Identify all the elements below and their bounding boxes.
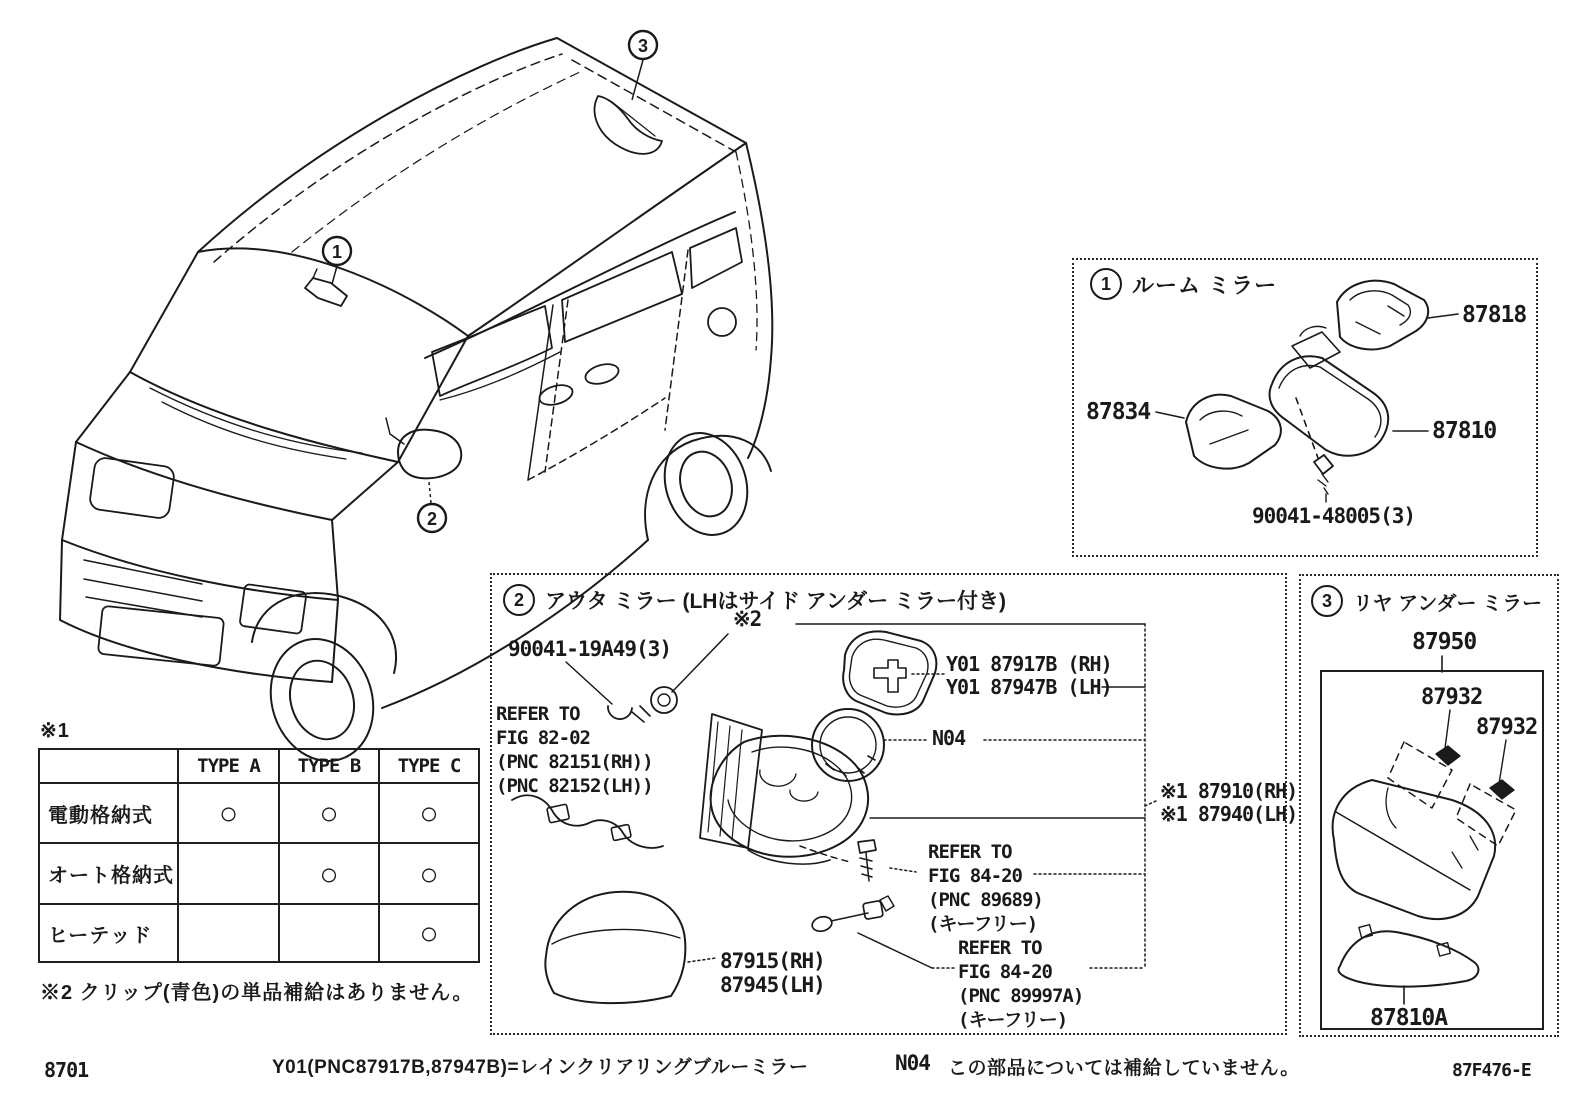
- refer-84a-line1: REFER TO: [928, 841, 1012, 863]
- note2-text: ※2 クリップ(青色)の単品補給はありません。: [40, 982, 474, 1004]
- part-label-87818: 87818: [1462, 302, 1527, 328]
- part-label-87945-lh: 87945(LH): [720, 973, 825, 997]
- table-mark: ○: [379, 904, 479, 962]
- refer-82-line3: (PNC 82151(RH)): [496, 751, 653, 773]
- part-label-87915-rh: 87915(RH): [720, 949, 825, 973]
- part-label-87810: 87810: [1432, 418, 1497, 444]
- part-label-n04: N04: [932, 726, 966, 750]
- refer-82-line4: (PNC 82152(LH)): [496, 775, 653, 797]
- section2-title-text: アウタ ミラー (LHはサイド アンダー ミラー付き): [545, 590, 1006, 613]
- table-mark: [279, 904, 379, 962]
- table-header-type-c: TYPE C: [379, 749, 479, 783]
- section1-title: [1090, 268, 1277, 300]
- part-label-glass-rh: Y01 87917B (RH): [946, 652, 1112, 676]
- table-mark: ○: [279, 843, 379, 904]
- table-mark: [178, 904, 279, 962]
- footnote-y01: Y01(PNC87917B,87947B)=レインクリアリングブルーミラー: [272, 1057, 809, 1078]
- refer-fig-84-20-89997A-block: [958, 936, 1083, 1032]
- section1-circle-number: 1: [1090, 268, 1122, 300]
- refer-fig-84-20-89689-block: [928, 840, 1043, 936]
- callout-2-number: 2: [426, 509, 438, 529]
- part-label-90041-48005: 90041-48005(3): [1252, 504, 1416, 528]
- callout-1: [323, 237, 351, 284]
- refer-82-line2: FIG 82-02: [496, 727, 590, 749]
- refer-84a-line4: (キーフリー): [928, 913, 1038, 935]
- table-row-label: オート格納式: [39, 843, 178, 904]
- refer-84a-line2: FIG 84-20: [928, 865, 1022, 887]
- table-header-type-a: TYPE A: [178, 749, 279, 783]
- section3-circle-number: 3: [1311, 585, 1343, 617]
- type-applicability-table: [38, 748, 480, 963]
- part-label-90041-19A49: 90041-19A49(3): [508, 637, 672, 661]
- part-label-87834: 87834: [1086, 399, 1151, 425]
- part-label-87932-b: 87932: [1476, 715, 1538, 740]
- callout-2: [418, 482, 446, 532]
- footnote-n04-text: この部品については補給していません。: [948, 1058, 1300, 1079]
- note2-marker-label: ※2: [733, 607, 762, 631]
- table-mark: ○: [379, 783, 479, 843]
- note1-marker: ※1: [40, 720, 70, 742]
- section2-circle-number: 2: [503, 584, 535, 616]
- table-corner-cell: [39, 749, 178, 783]
- part-label-glass-lh: Y01 87947B (LH): [946, 675, 1112, 699]
- table-row-heated: [39, 904, 479, 962]
- callout-1-number: 1: [331, 242, 343, 262]
- page-code: 8701: [44, 1058, 89, 1082]
- table-mark: [178, 843, 279, 904]
- part-label-87932-a: 87932: [1421, 685, 1483, 710]
- table-mark: ○: [379, 843, 479, 904]
- section3-title: [1311, 585, 1542, 617]
- section1-title-text: ルーム ミラー: [1132, 272, 1278, 298]
- refer-84a-line3: (PNC 89689): [928, 889, 1043, 911]
- section3-title-text: リヤ アンダー ミラー: [1353, 592, 1543, 615]
- refer-84b-line4: (キーフリー): [958, 1009, 1068, 1031]
- table-row-auto-retract: [39, 843, 479, 904]
- footnote-n04-code: N04: [895, 1051, 930, 1075]
- refer-82-line1: REFER TO: [496, 703, 580, 725]
- callout-3: [629, 31, 657, 100]
- table-row-label: 電動格納式: [39, 783, 178, 843]
- callout-3-number: 3: [637, 36, 649, 56]
- refer-84b-line2: FIG 84-20: [958, 961, 1052, 983]
- part-label-87810A: 87810A: [1370, 1005, 1448, 1031]
- refer-84b-line1: REFER TO: [958, 937, 1042, 959]
- refer-84b-line3: (PNC 89997A): [958, 985, 1084, 1007]
- table-header-type-b: TYPE B: [279, 749, 379, 783]
- table-row-power-retract: [39, 783, 479, 843]
- table-row-label: ヒーテッド: [39, 904, 178, 962]
- part-label-87940-lh: ※1 87940(LH): [1160, 802, 1298, 826]
- part-label-87950: 87950: [1412, 629, 1477, 655]
- part-label-87910-rh: ※1 87910(RH): [1160, 779, 1298, 803]
- table-mark: ○: [178, 783, 279, 843]
- refer-fig-82-02-block: [496, 702, 653, 798]
- table-mark: ○: [279, 783, 379, 843]
- figure-code: 87F476-E: [1452, 1060, 1531, 1081]
